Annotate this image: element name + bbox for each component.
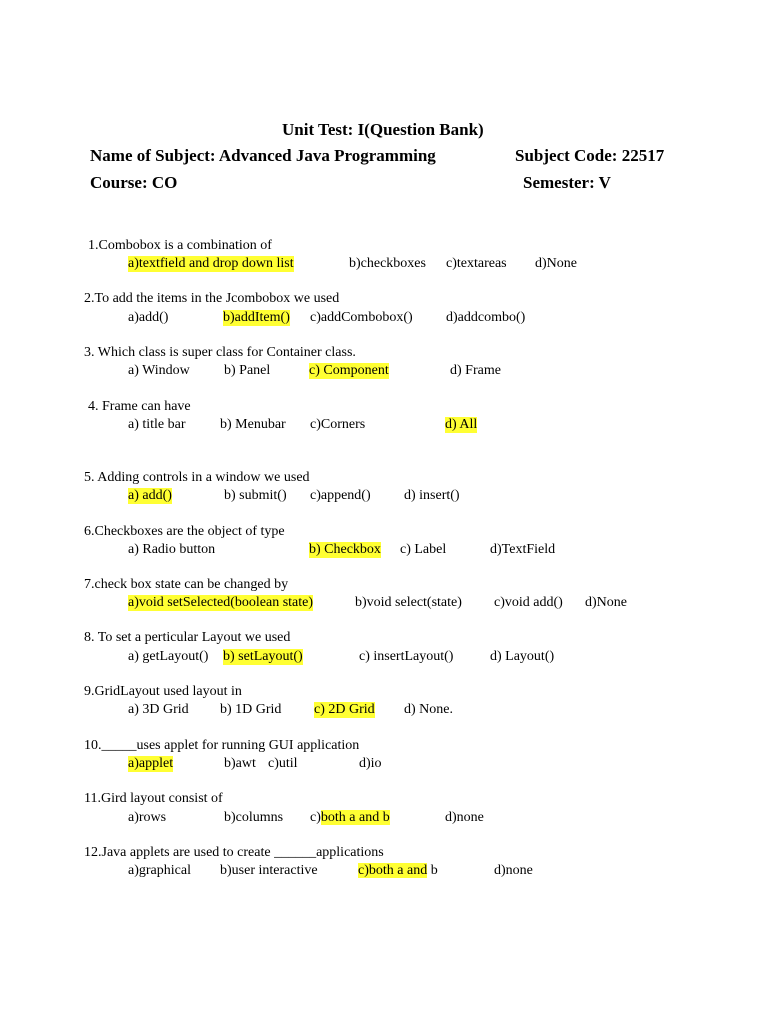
option-b: b) Panel [224, 363, 271, 378]
question-text: 5. Adding controls in a window we used [84, 470, 310, 485]
option-a: a)void setSelected(boolean state) [128, 595, 314, 610]
option-a: a)graphical [128, 863, 191, 878]
option-d: d)none [445, 810, 484, 825]
option-c: c) 2D Grid [314, 702, 375, 717]
question-text: 9.GridLayout used layout in [84, 684, 242, 699]
option-d: d)none [494, 863, 533, 878]
option-c-prefix: c) [310, 810, 321, 825]
option-b: b)void select(state) [355, 595, 462, 610]
option-d: d)addcombo() [446, 310, 526, 325]
option-c [358, 863, 438, 879]
option-a: a) title bar [128, 417, 186, 432]
option-b: b) 1D Grid [220, 702, 282, 717]
option-c-suffix: b [430, 863, 438, 878]
option-c: c)util [268, 756, 298, 771]
option-d: d)None [535, 256, 577, 271]
option-d: d) insert() [404, 488, 460, 503]
question-text: 2.To add the items in the Jcombobox we used [84, 291, 340, 306]
option-a: a)applet [128, 756, 174, 771]
option-a: a)add() [128, 310, 169, 325]
option-a: a) Radio button [128, 542, 216, 557]
option-b: b) setLayout() [223, 649, 303, 664]
semester-label: Semester: V [523, 173, 611, 192]
option-d: d) All [445, 417, 478, 432]
question-text: 3. Which class is super class for Container class. [84, 345, 356, 360]
option-a: a)rows [128, 810, 167, 825]
option-b: b) Menubar [220, 417, 286, 432]
option-d: d) Frame [450, 363, 501, 378]
question-text: 8. To set a perticular Layout we used [84, 630, 291, 645]
option-c: c)append() [310, 488, 371, 503]
option-c-highlight: c)both a and [358, 863, 428, 878]
option-d: d) Layout() [490, 649, 555, 664]
option-c: c) Component [309, 363, 389, 378]
option-c: c) insertLayout() [359, 649, 454, 664]
option-a: a) getLayout() [128, 649, 209, 664]
question-text: 7.check box state can be changed by [84, 577, 289, 592]
option-d: d)TextField [490, 542, 556, 557]
option-c-highlight: both a and b [320, 810, 390, 825]
option-c: c)addCombobox() [310, 310, 413, 325]
option-a: a)textfield and drop down list [128, 256, 294, 271]
option-b: b) Checkbox [309, 542, 381, 557]
document-title: Unit Test: I(Question Bank) [282, 120, 484, 139]
option-d: d)None [585, 595, 627, 610]
option-d: d)io [359, 756, 382, 771]
option-c: c)textareas [446, 256, 507, 271]
question-text: 6.Checkboxes are the object of type [84, 524, 285, 539]
option-c: c)void add() [494, 595, 563, 610]
subject-name: Name of Subject: Advanced Java Programming [90, 146, 436, 165]
option-c [310, 810, 390, 826]
question-text: 12.Java applets are used to create ______applications [84, 845, 384, 860]
option-b: b)awt [224, 756, 256, 771]
question-text: 11.Gird layout consist of [84, 791, 223, 806]
option-c: c)Corners [310, 417, 366, 432]
option-a: a) 3D Grid [128, 702, 189, 717]
question-text: 1.Combobox is a combination of [88, 238, 272, 253]
option-a: a) add() [128, 488, 172, 503]
course-label: Course: CO [90, 173, 178, 192]
option-d: d) None. [404, 702, 453, 717]
subject-code: Subject Code: 22517 [515, 146, 665, 165]
option-b: b)columns [224, 810, 284, 825]
option-b: b)addItem() [223, 310, 290, 325]
option-b: b)user interactive [220, 863, 318, 878]
option-a: a) Window [128, 363, 190, 378]
question-text: 10._____uses applet for running GUI application [84, 738, 360, 753]
option-b: b)checkboxes [349, 256, 426, 271]
option-c: c) Label [400, 542, 447, 557]
option-b: b) submit() [224, 488, 287, 503]
question-text: 4. Frame can have [88, 399, 191, 414]
